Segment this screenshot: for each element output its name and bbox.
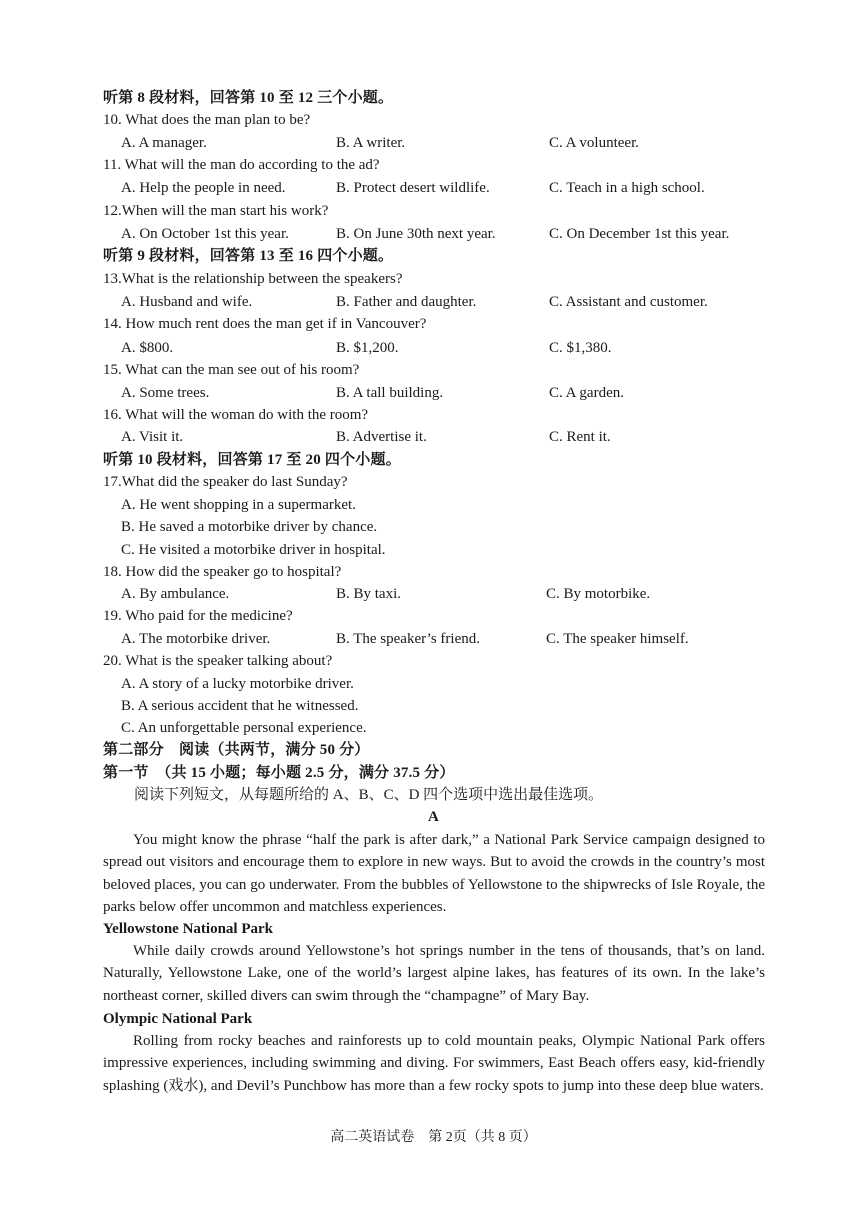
park2-text: Rolling from rocky beaches and rainforests up to cold mountain peaks, Olympic National Park offers impressive experiences, including swimming and diving. For swimmers, East Beach offers easy, kid-friendly splashing (戏水), and Devil’s Punchbow has more than a few rocky spots to jump into these deep blue waters. [103,1033,765,1094]
question-17-option-a: A. He went shopping in a supermarket. [121,497,356,513]
option-a: A. On October 1st this year. [121,226,289,242]
part2-heading: 第二部分 阅读（共两节，满分 50 分） [103,742,370,758]
option-c: C. Teach in a high school. [549,180,705,196]
option-a: A. Visit it. [121,429,184,445]
option-a: A. Some trees. [121,385,210,401]
park1-title: Yellowstone National Park [103,921,273,937]
option-c: C. On December 1st this year. [549,226,730,242]
option-a: A. $800. [121,340,174,356]
question-14-options [0,337,867,359]
question-18: 18. How did the speaker go to hospital? [103,564,342,580]
question-17-option-b: B. He saved a motorbike driver by chance. [121,519,378,535]
option-a: A. Help the people in need. [121,180,286,196]
part2-section1-heading: 第一节 （共 15 小题；每小题 2.5 分，满分 37.5 分） [103,765,455,781]
question-14: 14. How much rent does the man get if in Vancouver? [103,316,427,332]
page-footer: 高二英语试卷 第 2页（共 8 页） [330,1130,537,1145]
option-b: B. Father and daughter. [336,294,477,310]
option-c: C. A volunteer. [549,135,639,151]
question-19-options [0,628,867,650]
question-20: 20. What is the speaker talking about? [103,653,333,669]
passage-intro [103,829,765,919]
option-b: B. A writer. [336,135,406,151]
option-b: B. Protect desert wildlife. [336,180,490,196]
question-15-options [0,382,867,404]
question-16: 16. What will the woman do with the room? [103,407,369,423]
option-b: B. A tall building. [336,385,444,401]
reading-instruction: 阅读下列短文，从每题所给的 A、B、C、D 四个选项中选出最佳选项。 [134,787,604,803]
question-20-option-b: B. A serious accident that he witnessed. [121,698,359,714]
option-c: C. Assistant and customer. [549,294,708,310]
question-20-option-c: C. An unforgettable personal experience. [121,720,367,736]
option-c: C. Rent it. [549,429,611,445]
question-13: 13.What is the relationship between the speakers? [103,271,403,287]
option-a: A. A manager. [121,135,207,151]
option-a: A. The motorbike driver. [121,631,271,647]
question-16-options [0,426,867,448]
option-b: B. The speaker’s friend. [336,631,480,647]
option-b: B. By taxi. [336,586,402,602]
option-c: C. $1,380. [549,340,612,356]
question-11-options [0,177,867,199]
question-15: 15. What can the man see out of his room? [103,362,360,378]
question-19: 19. Who paid for the medicine? [103,608,293,624]
question-11: 11. What will the man do according to the ad? [103,157,380,173]
park1-paragraph [103,940,765,1007]
park1-text: While daily crowds around Yellowstone’s hot springs number in the tens of thousands, that’s on land. Naturally, Yellowstone Lake, one of the world’s largest alpine lakes, has features of its own. In the lake’s northeast corner, skilled divers can swim through the “champagne” of Mary Bay. [103,943,765,1004]
question-10-options [0,132,867,154]
option-c: C. By motorbike. [546,586,651,602]
section9-heading: 听第 9 段材料，回答第 13 至 16 四个小题。 [103,248,394,264]
option-c: C. A garden. [549,385,624,401]
park2-title: Olympic National Park [103,1011,253,1027]
park2-paragraph [103,1030,765,1097]
question-10: 10. What does the man plan to be? [103,112,311,128]
section10-heading: 听第 10 段材料，回答第 17 至 20 四个小题。 [103,452,401,468]
question-13-options [0,291,867,313]
option-a: A. Husband and wife. [121,294,253,310]
question-18-options [0,583,867,605]
question-12-options [0,223,867,245]
question-20-option-a: A. A story of a lucky motorbike driver. [121,676,354,692]
option-b: B. On June 30th next year. [336,226,496,242]
passage-intro-text: You might know the phrase “half the park is after dark,” a National Park Service campaign designed to spread out visitors and encourage them to explore in new ways. But to avoid the crowds in the country’s most beloved places, you can go underwater. From the bubbles of Yellowstone to the shipwrecks of Isle Royale, the parks below offer uncommon and matchless experiences. [103,832,765,916]
option-b: B. Advertise it. [336,429,427,445]
option-b: B. $1,200. [336,340,399,356]
passage-letter: A [427,809,440,825]
option-a: A. By ambulance. [121,586,230,602]
question-17-option-c: C. He visited a motorbike driver in hospital. [121,542,386,558]
question-12: 12.When will the man start his work? [103,203,329,219]
option-c: C. The speaker himself. [546,631,689,647]
question-17: 17.What did the speaker do last Sunday? [103,474,348,490]
section8-heading: 听第 8 段材料，回答第 10 至 12 三个小题。 [103,90,394,106]
